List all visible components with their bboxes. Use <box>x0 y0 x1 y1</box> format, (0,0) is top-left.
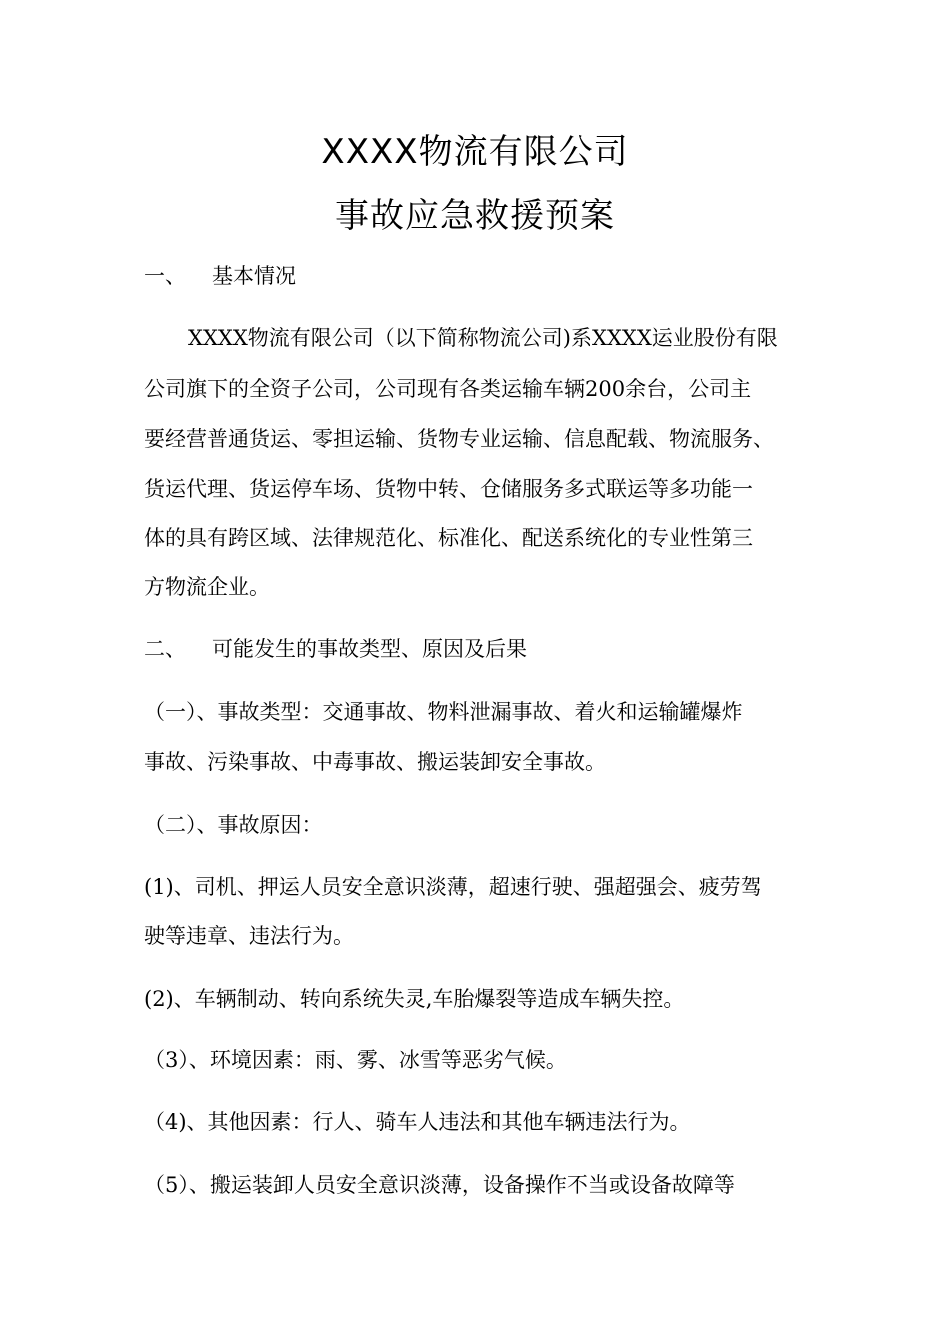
paragraph-line: (1)、司机、押运人员安全意识淡薄，超速行驶、强超强会、疲劳驾 <box>144 875 762 899</box>
paragraph-line: 要经营普通货运、零担运输、货物专业运输、信息配载、物流服务、 <box>144 427 774 451</box>
document-title-company: XXXX物流有限公司 <box>321 132 629 172</box>
paragraph-line: 体的具有跨区域、法律规范化、标准化、配送系统化的专业性第三 <box>144 526 753 550</box>
paragraph-line: 事故、污染事故、中毒事故、搬运装卸安全事故。 <box>144 750 606 774</box>
paragraph-line: 驶等违章、违法行为。 <box>144 924 354 948</box>
section-heading-accident-types <box>144 635 527 663</box>
paragraph-line: （3）、环境因素：雨、雾、冰雪等恶劣气候。 <box>144 1048 567 1072</box>
section-heading-text: 可能发生的事故类型、原因及后果 <box>212 637 527 661</box>
section-heading-basic-info <box>144 262 296 290</box>
section-number: 一、 <box>144 264 186 288</box>
paragraph-line: （5）、搬运装卸人员安全意识淡薄，设备操作不当或设备故障等 <box>144 1173 735 1197</box>
section-number: 二、 <box>144 637 186 661</box>
paragraph-line: 货运代理、货运停车场、货物中转、仓储服务多式联运等多功能一 <box>144 477 753 501</box>
paragraph-line: （4)、其他因素：行人、骑车人违法和其他车辆违法行为。 <box>144 1110 691 1134</box>
document-title-plan: 事故应急救援预案 <box>335 196 615 236</box>
paragraph-line: 公司旗下的全资子公司，公司现有各类运输车辆200余台，公司主 <box>144 377 752 401</box>
paragraph-line: （一）、事故类型：交通事故、物料泄漏事故、着火和运输罐爆炸 <box>144 700 743 724</box>
paragraph-line: (2)、车辆制动、转向系统失灵,车胎爆裂等造成车辆失控。 <box>144 987 685 1011</box>
paragraph-line: XXXX物流有限公司（以下简称物流公司)系XXXX运业股份有限 <box>188 326 778 350</box>
paragraph-line: （二）、事故原因： <box>144 813 323 837</box>
paragraph-line: 方物流企业。 <box>144 575 270 599</box>
section-heading-text: 基本情况 <box>212 264 296 288</box>
